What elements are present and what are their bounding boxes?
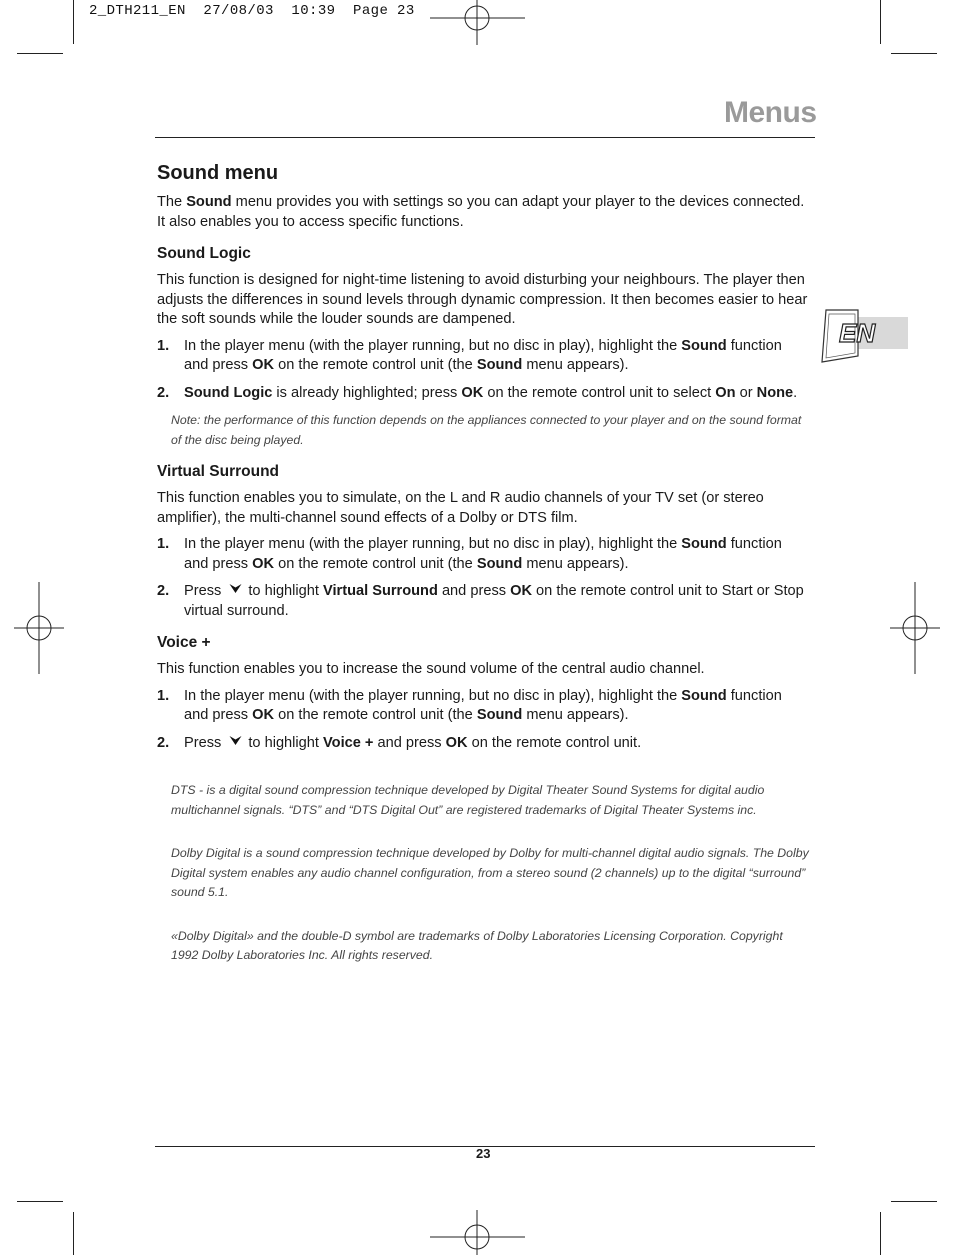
language-tab-label: EN bbox=[839, 318, 876, 348]
step-number: 1. bbox=[157, 337, 170, 354]
step-item bbox=[157, 734, 809, 754]
text-run: function and press bbox=[184, 536, 782, 572]
text-run: is already highlighted; press bbox=[272, 384, 462, 401]
step-text bbox=[184, 385, 797, 401]
text-run: In the player menu (with the player running, but no disc in play), highlight the bbox=[184, 337, 682, 354]
text-run: menu appears). bbox=[522, 357, 629, 373]
text-run: on the remote control unit (the bbox=[274, 357, 477, 373]
registration-mark-left bbox=[14, 582, 64, 674]
print-slug: 2_DTH211_EN 27/08/03 10:39 Page 23 bbox=[89, 3, 415, 19]
text-run: In the player menu (with the player running, but no disc in play), highlight the bbox=[184, 687, 682, 704]
subsection-description: This function enables you to increase the sound volume of the central audio channel. bbox=[157, 661, 705, 677]
text-run: to highlight bbox=[248, 583, 324, 599]
bold-term: OK bbox=[252, 555, 275, 572]
step-number: 1. bbox=[157, 687, 170, 704]
bold-term: On bbox=[715, 384, 736, 401]
text-run: menu appears). bbox=[522, 555, 629, 572]
bold-term: Sound bbox=[476, 555, 523, 572]
bold-term: Sound bbox=[476, 707, 523, 723]
text-run: or bbox=[735, 384, 757, 401]
text-run: on the remote control unit. bbox=[467, 734, 642, 751]
step-text bbox=[184, 338, 782, 374]
bold-term: Sound bbox=[681, 687, 727, 704]
text-run: menu appears). bbox=[522, 707, 629, 723]
registration-mark-top bbox=[430, 0, 525, 45]
legal-note: DTS - is a digital sound compression technique developed by Digital Theater Sound Systems for digital audio multichannel signals. “DTS” and “DTS Digital Out” are registered trademarks of Digital Theater Systems inc. bbox=[171, 783, 765, 817]
subsection-description: This function enables you to simulate, on the L and R audio channels of your TV set (or stereo amplifier), the multi-channel sound effects of a Dolby or DTS film. bbox=[157, 490, 764, 526]
text-run: and press bbox=[373, 734, 446, 751]
note: Note: the performance of this function depends on the appliances connected to your player and on the sound format of the disc being played. bbox=[171, 413, 802, 447]
bold-term: Sound Logic bbox=[184, 384, 273, 401]
step-text bbox=[184, 688, 782, 724]
intro-paragraph bbox=[157, 193, 809, 232]
language-tab-en bbox=[818, 306, 908, 364]
page-heading: Sound menu bbox=[157, 162, 279, 184]
text-run: and press bbox=[437, 583, 511, 599]
down-arrow-icon bbox=[229, 735, 242, 746]
step-text bbox=[184, 735, 641, 751]
section-title: Menus bbox=[724, 96, 817, 129]
subsection-heading: Voice + bbox=[157, 634, 211, 651]
bold-term: OK bbox=[445, 734, 468, 751]
bold-term: None bbox=[756, 384, 794, 401]
step-text bbox=[184, 536, 782, 572]
bold-term: OK bbox=[252, 707, 275, 723]
subsection-heading: Virtual Surround bbox=[157, 463, 280, 480]
sections-container bbox=[157, 244, 809, 753]
text-run: Press bbox=[184, 583, 226, 599]
legal-note: Dolby Digital is a sound compression technique developed by Dolby for multi-channel digital audio signals. The Dolby Digital system enables any audio channel configuration, from a stereo sound (2 channels) up to the digital “surround” sound 5.1. bbox=[171, 846, 809, 899]
step-number: 2. bbox=[157, 734, 170, 751]
registration-mark-right bbox=[890, 582, 940, 674]
step-text bbox=[184, 583, 804, 619]
text-run: function and press bbox=[184, 337, 782, 373]
bold-term: Sound bbox=[476, 357, 523, 373]
step-number: 2. bbox=[157, 583, 170, 599]
steps-list bbox=[157, 687, 809, 754]
page-number: 23 bbox=[476, 1146, 491, 1161]
bold-term: Voice + bbox=[323, 734, 374, 751]
bold-term: OK bbox=[461, 384, 484, 401]
bold-term: OK bbox=[252, 357, 275, 373]
step-number: 2. bbox=[157, 384, 170, 401]
bold-term: OK bbox=[510, 583, 532, 599]
text-run: on the remote control unit to Start or Stop virtual surround. bbox=[184, 583, 804, 619]
subsection-description: This function is designed for night-time listening to avoid disturbing your neighbours. The player then adjusts the differences in sound levels through dynamic compression. It then becomes easier to hear the soft sounds while the louder sounds are dampened. bbox=[157, 272, 808, 327]
text-run: . bbox=[793, 384, 798, 401]
legal-notes bbox=[157, 781, 809, 966]
legal-note: «Dolby Digital» and the double-D symbol are trademarks of Dolby Laboratories Licensing Corporation. Copyright 1992 Dolby Laboratories Inc. All rights reserved. bbox=[171, 928, 783, 962]
content-area bbox=[157, 160, 809, 990]
text-run: function and press bbox=[184, 687, 782, 723]
header-rule bbox=[155, 137, 815, 138]
registration-mark-bottom bbox=[430, 1210, 525, 1255]
text-run: Press bbox=[184, 734, 226, 751]
text-run: on the remote control unit to select bbox=[483, 384, 716, 401]
bold-term: Virtual Surround bbox=[323, 583, 438, 599]
text-run: to highlight bbox=[248, 734, 324, 751]
bold-term: Sound bbox=[681, 536, 727, 552]
step-item bbox=[157, 535, 809, 574]
steps-list bbox=[157, 337, 809, 404]
bold-term: Sound bbox=[186, 194, 232, 210]
subsection-heading: Sound Logic bbox=[157, 245, 251, 262]
bold-term: Sound bbox=[681, 337, 727, 354]
steps-list bbox=[157, 535, 809, 621]
text-run: In the player menu (with the player running, but no disc in play), highlight the bbox=[184, 536, 682, 552]
step-item bbox=[157, 337, 809, 376]
down-arrow-icon bbox=[229, 583, 242, 594]
text-run: on the remote control unit (the bbox=[274, 707, 477, 723]
step-item bbox=[157, 687, 809, 726]
step-item bbox=[157, 384, 809, 404]
text-run: The bbox=[157, 194, 187, 210]
text-run: on the remote control unit (the bbox=[274, 555, 477, 572]
text-run: menu provides you with settings so you can adapt your player to the devices connected. It also enables you to access specific functions. bbox=[157, 194, 805, 230]
step-number: 1. bbox=[157, 536, 170, 552]
step-item bbox=[157, 582, 809, 621]
